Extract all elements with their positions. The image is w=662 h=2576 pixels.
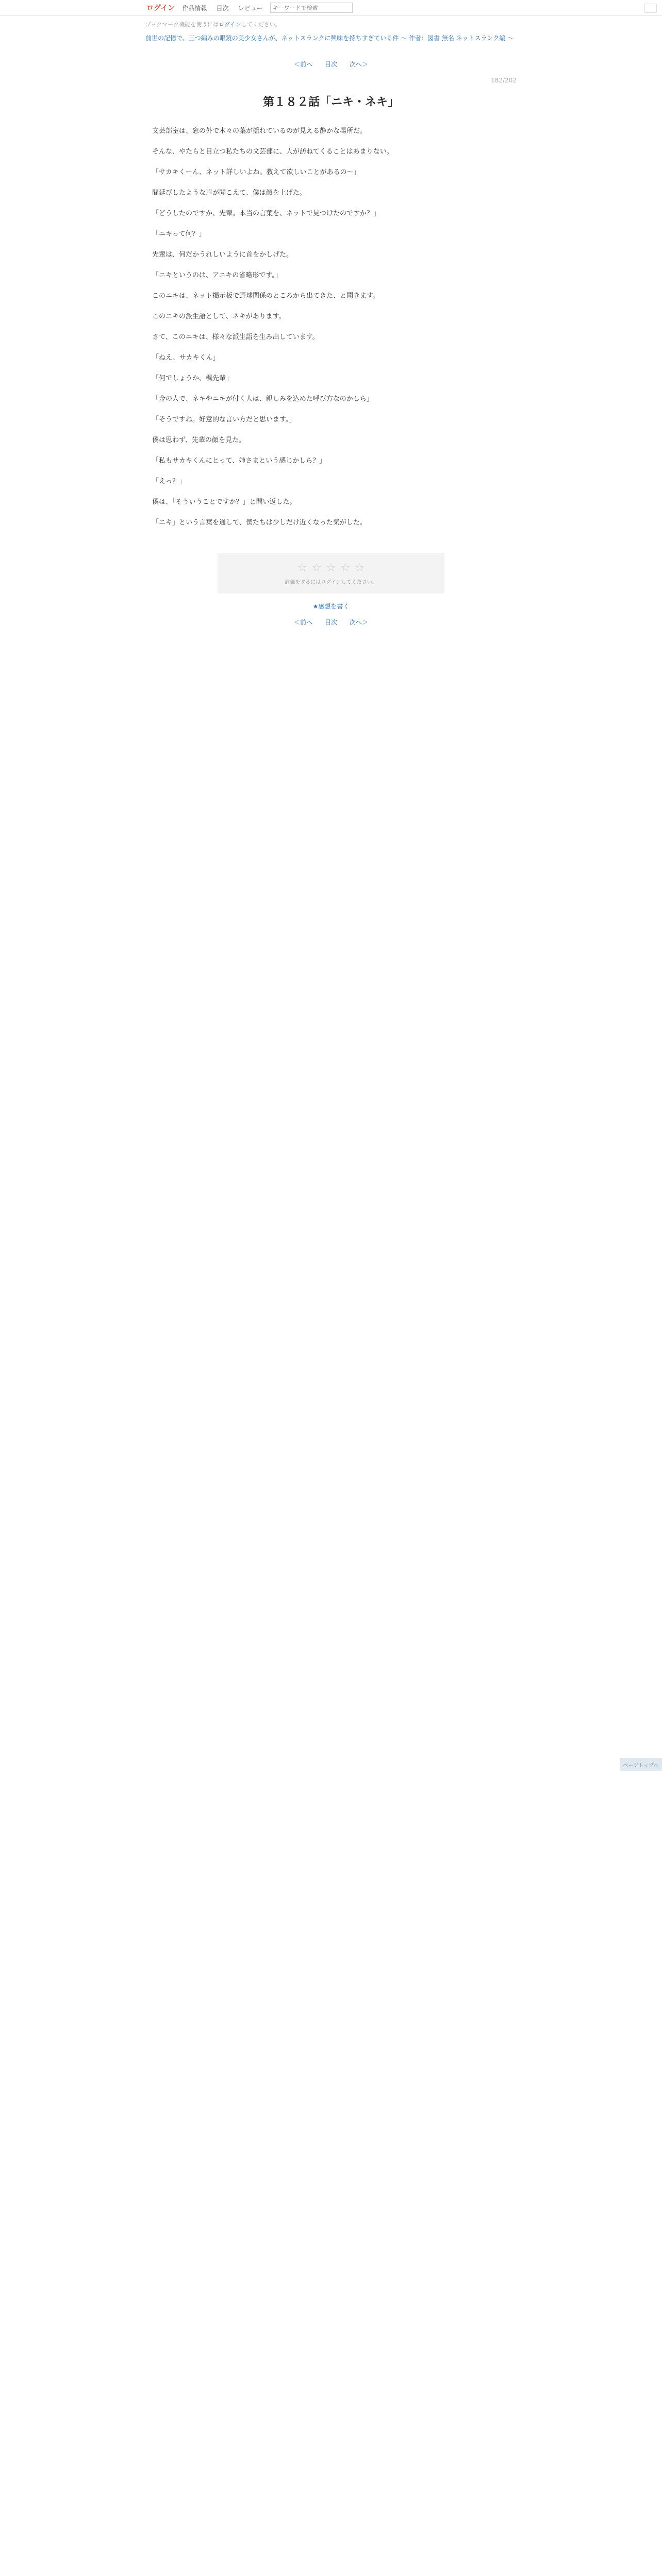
paragraph: 「金の人で、ネキやニキが付く人は、親しみを込めた呼び方なのかしら」 xyxy=(152,395,373,403)
paragraph: このニキの派生語として、ネキがあります。 xyxy=(152,313,286,321)
paragraph: このニキは、ネット掲示板で野球関係のところから出てきた、と聞きます。 xyxy=(152,292,379,300)
nav-info[interactable]: 作品情報 xyxy=(182,4,207,12)
paragraph: 僕は、「そういうことですか？」と問い返した。 xyxy=(152,498,296,506)
top-bar xyxy=(0,0,662,16)
menu-icon[interactable] xyxy=(644,4,657,13)
paragraph: 「ねえ、サカキくん」 xyxy=(152,354,220,362)
chapter-number: 182/202 xyxy=(491,77,517,84)
paragraph: 「サカキくーん、ネット詳しいよね。教えて欲しいことがあるの〜」 xyxy=(152,168,360,177)
nav-review[interactable]: レビュー xyxy=(238,4,263,12)
prev-link[interactable]: ＜前へ xyxy=(294,619,313,626)
paragraph: 「何でしょうか、楓先輩」 xyxy=(152,375,233,383)
paragraph: 「ニキ」という言葉を通して、僕たちは少しだけ近くなった気がした。 xyxy=(152,519,367,527)
paragraph: 「どうしたのですか、先輩。本当の言葉を、ネットで見つけたのですか？」 xyxy=(152,210,380,218)
star-icon[interactable]: ☆ xyxy=(340,562,351,575)
toc-link[interactable]: 目次 xyxy=(324,61,337,69)
pager-bottom xyxy=(145,618,517,626)
paragraph: 先輩は、何だかうれしいように首をかしげた。 xyxy=(152,251,293,259)
paragraph: 間延びしたような声が聞こえて、僕は顔を上げた。 xyxy=(152,189,306,197)
paragraph: 「私もサカキくんにとって、姉さまという感じかしら？」 xyxy=(152,457,326,465)
rating-box xyxy=(218,553,444,594)
next-link[interactable]: 次へ＞ xyxy=(349,619,368,626)
paragraph: 僕は思わず、先輩の顔を見た。 xyxy=(152,436,245,445)
page-top-button[interactable]: ページトップへ xyxy=(620,1758,662,1771)
star-icon[interactable]: ☆ xyxy=(354,562,365,575)
pager-top xyxy=(145,60,517,69)
series-title-link[interactable]: 前世の記憶で、三つ編みの眼鏡の美少女さんが、ネットスランクに興味を持ちすぎている件 〜 作者：図書 無名 ネットスランク編 〜 xyxy=(145,35,514,42)
paragraph: そんな、やたらと目立つ私たちの文芸部に、人が訪ねてくることはあまりない。 xyxy=(152,148,393,156)
rating-text: 評価をするにはログインしてください。 xyxy=(285,580,377,586)
star-icon[interactable]: ☆ xyxy=(297,562,308,575)
search-input[interactable] xyxy=(270,3,353,13)
paragraph: 「ニキって何？」 xyxy=(152,230,206,239)
star-icon[interactable]: ☆ xyxy=(326,562,336,575)
paragraph: さて、このニキは、様々な派生語を生み出しています。 xyxy=(152,333,319,342)
star-icon[interactable]: ☆ xyxy=(311,562,322,575)
toc-link[interactable]: 目次 xyxy=(324,619,337,626)
notice-text: ブックマーク機能を使うには xyxy=(145,21,219,28)
rating-stars[interactable] xyxy=(218,562,444,574)
prev-link[interactable]: ＜前へ xyxy=(294,61,313,69)
paragraph: 「ニキというのは、アニキの省略形です。」 xyxy=(152,272,282,280)
paragraph: 「そうですね。好意的な言い方だと思います。」 xyxy=(152,416,296,424)
next-link[interactable]: 次へ＞ xyxy=(349,61,368,69)
notice-login-link[interactable]: ログイン xyxy=(219,21,241,28)
main-nav xyxy=(182,4,270,12)
notice-suffix: してください。 xyxy=(241,21,281,28)
main-content xyxy=(145,20,517,626)
chapter-body xyxy=(145,125,517,530)
paragraph: 文芸部室は、窓の外で木々の葉が揺れているのが見える静かな場所だ。 xyxy=(152,127,367,135)
review-link[interactable]: ★感想を書く xyxy=(312,603,350,611)
chapter-title: 第１８２話「ニキ・ネキ」 xyxy=(262,95,399,109)
login-link[interactable]: ログイン xyxy=(146,4,175,12)
bookmark-notice xyxy=(145,20,517,28)
nav-toc[interactable]: 目次 xyxy=(216,4,229,12)
paragraph: 「えっ？」 xyxy=(152,478,186,486)
